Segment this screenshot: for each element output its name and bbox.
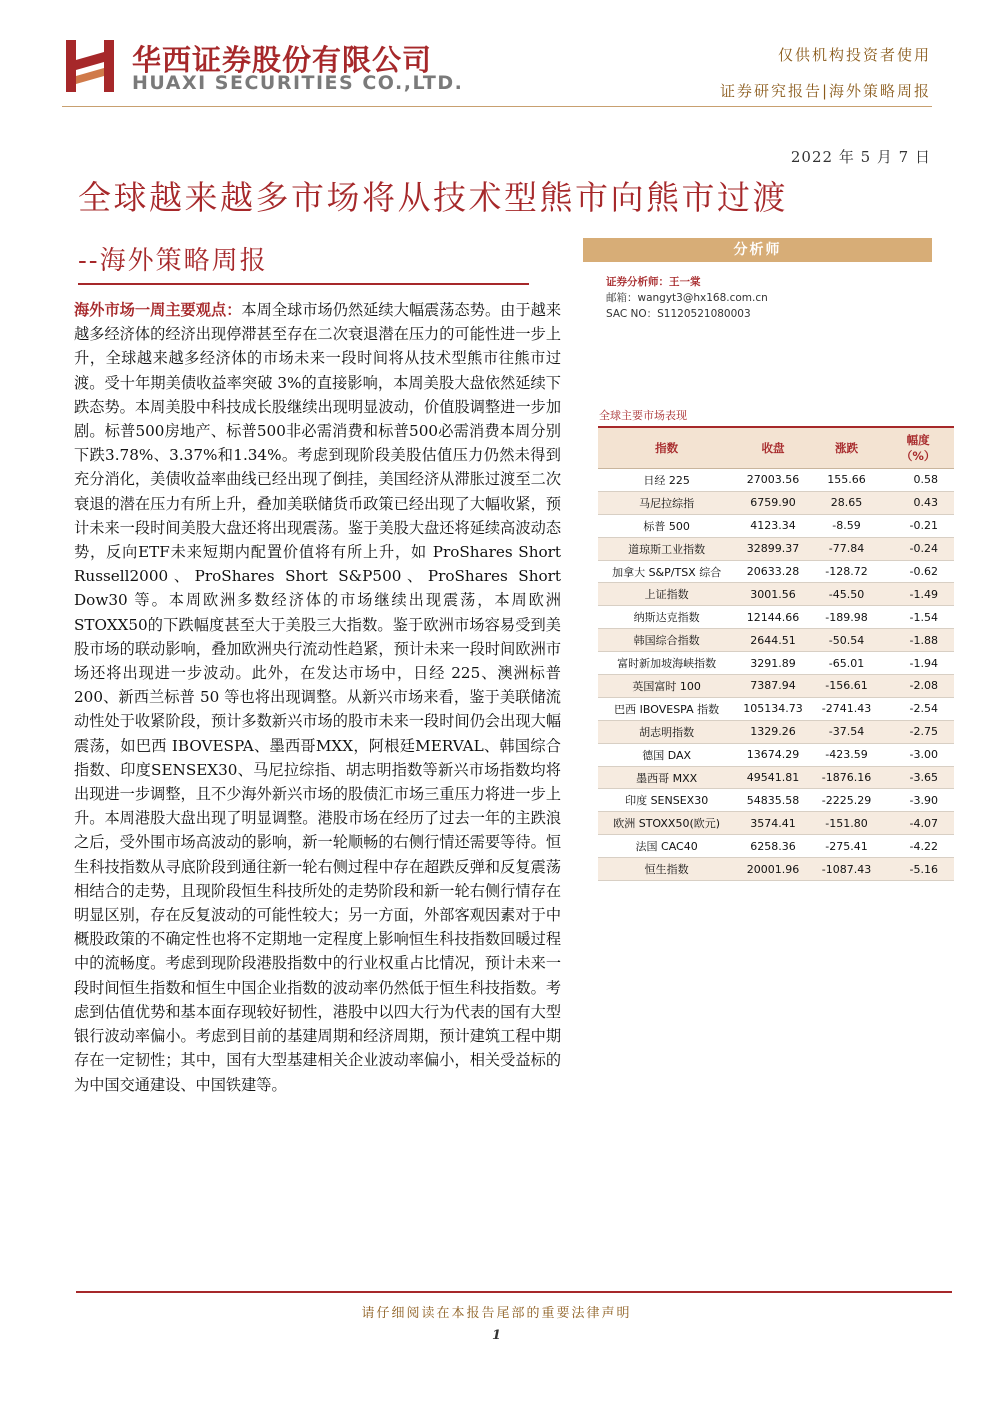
close-cell: 6759.90 [735, 491, 811, 514]
index-name-cell: 墨西哥 MXX [598, 766, 735, 789]
index-name-cell: 纳斯达克指数 [598, 606, 735, 629]
close-cell: 54835.58 [735, 789, 811, 812]
table-row [598, 675, 954, 698]
close-cell: 4123.34 [735, 514, 811, 537]
change-cell: -156.61 [811, 675, 882, 698]
index-name-cell: 日经 225 [598, 469, 735, 492]
pct-cell: -1.94 [882, 652, 954, 675]
investor-note: 仅供机构投资者使用 [777, 46, 931, 64]
close-cell: 1329.26 [735, 720, 811, 743]
change-cell: -45.50 [811, 583, 882, 606]
report-subtitle: --海外策略周报 [78, 246, 268, 276]
pct-cell: -3.00 [882, 743, 954, 766]
pct-cell: -5.16 [882, 858, 954, 881]
table-row [598, 789, 954, 812]
index-name-cell: 英国富时 100 [598, 675, 735, 698]
column-header-change: 涨跌 [811, 428, 882, 469]
change-cell: -1087.43 [811, 858, 882, 881]
company-logo-icon [62, 38, 118, 94]
table-row [598, 766, 954, 789]
table-row [598, 720, 954, 743]
close-cell: 3001.56 [735, 583, 811, 606]
close-cell: 20001.96 [735, 858, 811, 881]
table-row [598, 583, 954, 606]
page-number: 1 [491, 1328, 502, 1343]
footer-divider [76, 1291, 952, 1293]
column-header-index: 指数 [598, 428, 735, 469]
pct-cell: -3.90 [882, 789, 954, 812]
analyst-name: 证券分析师：王一棠 [606, 276, 701, 288]
table-row [598, 469, 954, 492]
index-name-cell: 印度 SENSEX30 [598, 789, 735, 812]
change-cell: -50.54 [811, 629, 882, 652]
report-date: 2022 年 5 月 7 日 [790, 148, 931, 166]
pct-cell: -4.22 [882, 835, 954, 858]
pct-cell: 0.58 [882, 469, 954, 492]
weekly-view-lead: 海外市场一周主要观点： [74, 301, 242, 319]
close-cell: 105134.73 [735, 697, 811, 720]
analyst-sac-number: SAC NO：S1120521080003 [606, 308, 751, 320]
change-cell: -1876.16 [811, 766, 882, 789]
close-cell: 13674.29 [735, 743, 811, 766]
change-cell: -151.80 [811, 812, 882, 835]
change-cell: -275.41 [811, 835, 882, 858]
report-type: 证券研究报告|海外策略周报 [719, 82, 931, 100]
report-title: 全球越来越多市场将从技术型熊市向熊市过渡 [78, 178, 788, 217]
market-table-header-row [598, 428, 954, 469]
index-name-cell: 富时新加坡海峡指数 [598, 652, 735, 675]
change-cell: -2741.43 [811, 697, 882, 720]
index-name-cell: 加拿大 S&P/TSX 综合 [598, 560, 735, 583]
close-cell: 6258.36 [735, 835, 811, 858]
pct-cell: -1.88 [882, 629, 954, 652]
header-divider [62, 106, 932, 107]
change-cell: -128.72 [811, 560, 882, 583]
column-header-close: 收盘 [735, 428, 811, 469]
analyst-section-header: 分析师 [583, 238, 932, 262]
index-name-cell: 恒生指数 [598, 858, 735, 881]
legal-notice: 请仔细阅读在本报告尾部的重要法律声明 [361, 1306, 632, 1321]
table-row [598, 606, 954, 629]
index-name-cell: 马尼拉综指 [598, 491, 735, 514]
change-cell: -189.98 [811, 606, 882, 629]
close-cell: 32899.37 [735, 537, 811, 560]
close-cell: 12144.66 [735, 606, 811, 629]
change-cell: -2225.29 [811, 789, 882, 812]
change-cell: -8.59 [811, 514, 882, 537]
weekly-view-paragraph [74, 298, 561, 1097]
index-name-cell: 胡志明指数 [598, 720, 735, 743]
change-cell: -37.54 [811, 720, 882, 743]
change-cell: 28.65 [811, 491, 882, 514]
pct-cell: -4.07 [882, 812, 954, 835]
pct-cell: -1.49 [882, 583, 954, 606]
index-name-cell: 法国 CAC40 [598, 835, 735, 858]
pct-cell: 0.43 [882, 491, 954, 514]
analyst-info [606, 274, 768, 322]
index-name-cell: 巴西 IBOVESPA 指数 [598, 697, 735, 720]
pct-cell: -0.24 [882, 537, 954, 560]
change-cell: 155.66 [811, 469, 882, 492]
analyst-email: 邮箱：wangyt3@hx168.com.cn [606, 292, 768, 304]
pct-cell: -0.21 [882, 514, 954, 537]
weekly-view-body: 本周全球市场仍然延续大幅震荡态势。由于越来越多经济体的经济出现停滞甚至存在二次衰退潜在压力的可能性进一步上升，全球越来越多经济体的市场未来一段时间将从技术型熊市往熊市过渡。受十年期美债收益率突破 3%的直接影响，本周美股大盘依然延续下跌态势。本周美股中科技成长股继续出现明显波动，价值股调整进一步加剧。标普500房地产、标普500非必需消费和标普500必需消费本周分别下跌3.78%、3.37%和1.34%。考虑到现阶段美股估值压力仍然未得到充分消化，美债收益率曲线已经出现了倒挂，美国经济从滞胀过渡至二次衰退的潜在压力有所上升，叠加美联储货币政策已经出现了大幅收紧，预计未来一段时间美股大盘还将出现震荡。鉴于美股大盘还将延续高波动态势，反向ETF未来短期内配置价值将有所上升，如 ProShares Short Russell2000、ProShares Short S&P500、ProShares Short Dow30 等。本周欧洲多数经济体的市场继续出现震荡，本周欧洲STOXX50的下跌幅度甚至大于美股三大指数。鉴于欧洲市场容易受到美股市场的联动影响，叠加欧洲央行流动性趋紧，预计未来一段时间欧洲市场还将出现进一步波动。此外，在发达市场中，日经 225、澳洲标普 200、新西兰标普 50 等也将出现调整。从新兴市场来看，鉴于美联储流动性处于收紧阶段，预计多数新兴市场的股市未来一段时间仍会出现大幅震荡，如巴西 IBOVESPA、墨西哥MXX，阿根廷MERVAL、韩国综合指数、印度SENSEX30、马尼拉综指、胡志明指数等新兴市场指数均将出现进一步调整，且不少海外新兴市场的股债汇市场三重压力将进一步上升。本周港股大盘出现了明显调整。港股市场在经历了过去一年的主跌浪之后，受外围市场高波动的影响，新一轮顺畅的右侧行情还需要等待。恒生科技指数从寻底阶段到通往新一轮右侧过程中存在超跌反弹和反复震荡相结合的走势，且现阶段恒生科技所处的走势阶段和新一轮右侧行情存在明显区别，存在反复波动的可能性较大；另一方面，外部客观因素对于中概股政策的不确定性也将不定期地一定程度上影响恒生科技指数回暖过程中的流畅度。考虑到现阶段港股指数中的行业权重占比情况，预计未来一段时间恒生指数和恒生中国企业指数的波动率仍然低于恒生科技指数。考虑到估值优势和基本面存现较好韧性，港股中以四大行为代表的国有大型银行波动率偏小。考虑到目前的基建周期和经济周期，预计建筑工程中期存在一定韧性；其中，国有大型基建相关企业波动率偏小，相关受益标的为中国交通建设、中国铁建等。 [74, 301, 562, 1094]
index-name-cell: 德国 DAX [598, 743, 735, 766]
pct-cell: -0.62 [882, 560, 954, 583]
close-cell: 2644.51 [735, 629, 811, 652]
table-row [598, 491, 954, 514]
change-cell: -77.84 [811, 537, 882, 560]
pct-cell: -1.54 [882, 606, 954, 629]
company-name-en: HUAXI SECURITIES CO.,LTD. [132, 72, 464, 94]
column-header-pct: 幅度 （%） [882, 428, 954, 469]
close-cell: 3291.89 [735, 652, 811, 675]
company-name-cn: 华西证券股份有限公司 [132, 43, 433, 77]
close-cell: 49541.81 [735, 766, 811, 789]
close-cell: 27003.56 [735, 469, 811, 492]
index-name-cell: 上证指数 [598, 583, 735, 606]
close-cell: 3574.41 [735, 812, 811, 835]
index-name-cell: 韩国综合指数 [598, 629, 735, 652]
table-row [598, 560, 954, 583]
table-row [598, 835, 954, 858]
index-name-cell: 标普 500 [598, 514, 735, 537]
table-row [598, 697, 954, 720]
change-cell: -423.59 [811, 743, 882, 766]
pct-cell: -2.54 [882, 697, 954, 720]
index-name-cell: 欧洲 STOXX50(欧元) [598, 812, 735, 835]
change-cell: -65.01 [811, 652, 882, 675]
close-cell: 20633.28 [735, 560, 811, 583]
table-row [598, 858, 954, 881]
table-row [598, 743, 954, 766]
close-cell: 7387.94 [735, 675, 811, 698]
index-name-cell: 道琼斯工业指数 [598, 537, 735, 560]
pct-cell: -2.75 [882, 720, 954, 743]
market-table-body [598, 469, 954, 881]
market-table-caption: 全球主要市场表现 [599, 409, 687, 422]
table-row [598, 629, 954, 652]
table-row [598, 514, 954, 537]
market-table [598, 428, 954, 881]
pct-cell: -2.08 [882, 675, 954, 698]
table-row [598, 812, 954, 835]
table-row [598, 652, 954, 675]
pct-cell: -3.65 [882, 766, 954, 789]
table-row [598, 537, 954, 560]
subtitle-divider [78, 283, 529, 285]
